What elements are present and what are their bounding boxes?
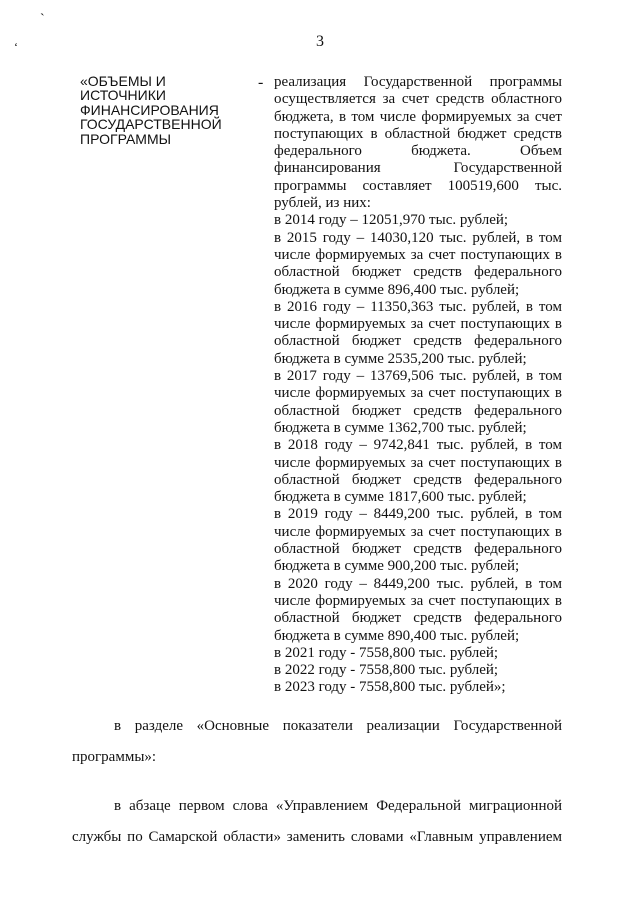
page-number: 3 [316,33,324,50]
scan-mark: ` [40,12,45,27]
text-line: в 2019 году – 8449,200 тыс. рублей, в том [274,506,562,523]
text-line: финансирования Государственной [274,160,562,177]
text-line: числе формируемых за счет поступающих в [274,523,562,540]
text-line: поступающих в областной бюджет средств [274,125,562,142]
text-line: областной бюджет средств федерального [274,333,562,350]
text-line: программы составляет 100519,600 тыс. [274,177,562,194]
text-line: в абзаце первом слова «Управлением Федеральной миграционной [114,798,562,814]
text-line: реализация Государственной программы [274,74,562,90]
text-line: в разделе «Основные показатели реализации Государственной [114,718,562,734]
text-line: бюджета в сумме 896,400 тыс. рублей; [274,281,520,298]
text-line: областной бюджет средств федерального [274,264,562,281]
heading-line: ПРОГРАММЫ [80,130,172,147]
text-line: бюджета в сумме 2535,200 тыс. рублей; [274,350,527,367]
text-line: службы по Самарской области» заменить словами «Главным управлением [72,829,562,845]
text-line: числе формируемых за счет поступающих в [274,592,562,609]
text-line: в 2022 году - 7558,800 тыс. рублей; [274,662,499,679]
text-line: программы»: [72,749,157,765]
text-line: бюджета в сумме 1817,600 тыс. рублей; [274,489,527,506]
text-line: бюджета в сумме 1362,700 тыс. рублей; [274,419,527,436]
heading-line: ИСТОЧНИКИ [80,87,166,104]
text-line: числе формируемых за счет поступающих в [274,385,562,402]
list-dash: - [258,74,264,91]
paragraph-main-indicators [72,718,562,766]
text-line: рублей, из них: [274,195,371,212]
funding-description [274,74,562,697]
text-line: областной бюджет средств федерального [274,471,562,488]
heading-line: «ОБЪЕМЫ И [80,73,166,89]
text-line: осуществляется за счет средств областного [274,91,562,108]
section-heading [80,74,252,146]
text-line: областной бюджет средств федерального [274,610,562,627]
text-line: в 2015 году – 14030,120 тыс. рублей, в том [274,229,562,246]
text-line: в 2021 году - 7558,800 тыс. рублей; [274,644,499,661]
text-line: областной бюджет средств федерального [274,541,562,558]
text-line: в 2020 году – 8449,200 тыс. рублей, в том [274,575,562,592]
text-line: бюджета, в том числе формируемых за счет [274,108,562,125]
text-line: бюджета в сумме 890,400 тыс. рублей; [274,627,520,644]
text-line: числе формируемых за счет поступающих в [274,316,562,333]
text-line: в 2016 году – 11350,363 тыс. рублей, в том [274,298,562,315]
heading-line: ГОСУДАРСТВЕННОЙ [80,116,222,133]
text-line: бюджета в сумме 900,200 тыс. рублей; [274,558,520,575]
text-line: числе формируемых за счет поступающих в [274,454,562,471]
text-line: в 2014 году – 12051,970 тыс. рублей; [274,212,509,229]
text-line: числе формируемых за счет поступающих в [274,246,562,263]
text-line: федерального бюджета. Объем [274,143,562,160]
text-line: в 2023 году - 7558,800 тыс. рублей»; [274,679,506,696]
paragraph-first-abstract [72,798,562,846]
heading-line: ФИНАНСИРОВАНИЯ [80,101,219,118]
text-line: в 2018 году – 9742,841 тыс. рублей, в том [274,437,562,454]
text-line: областной бюджет средств федерального [274,402,562,419]
text-line: в 2017 году – 13769,506 тыс. рублей, в том [274,368,562,385]
scan-mark: ‘ [14,40,18,54]
